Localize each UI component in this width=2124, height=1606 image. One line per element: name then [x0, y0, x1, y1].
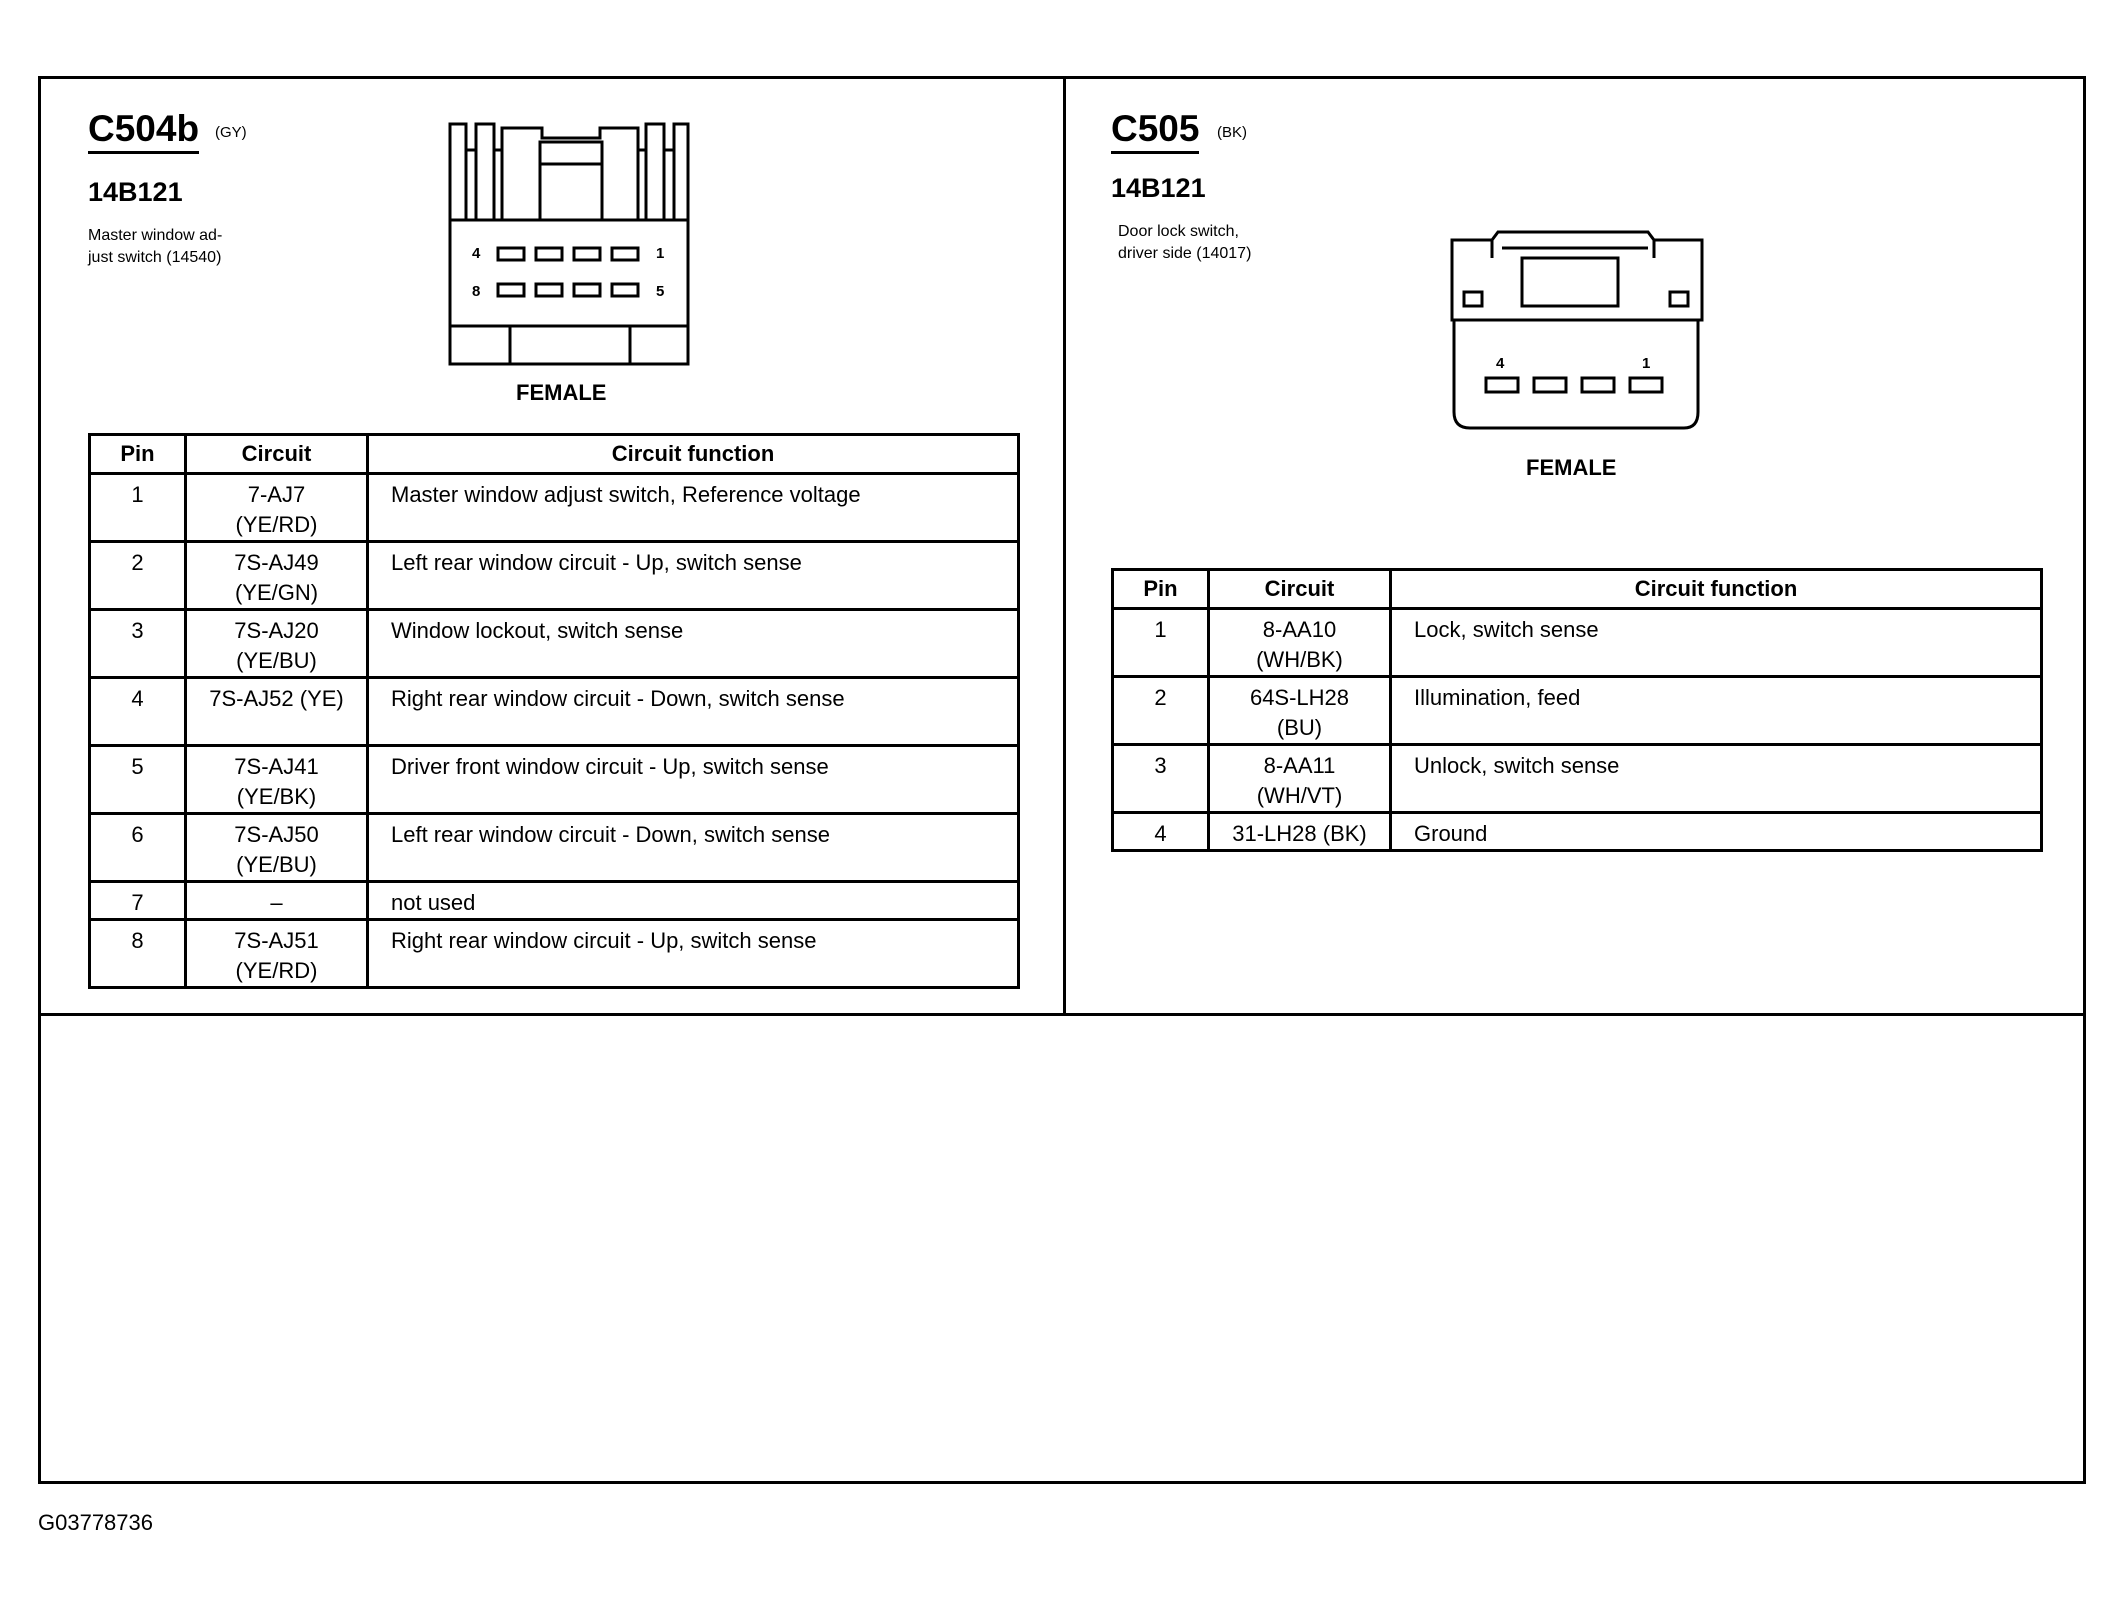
pin-label-4: 4	[1496, 355, 1505, 372]
connector-color: (GY)	[215, 124, 247, 141]
header-pin: Pin	[90, 435, 186, 474]
function-cell: Illumination, feed	[1391, 677, 2042, 745]
table-row	[1113, 677, 2042, 745]
panel-divider-horizontal	[38, 1013, 2086, 1016]
table-row	[1113, 813, 2042, 851]
table-row	[90, 542, 1019, 610]
table-header-row	[1113, 570, 2042, 609]
connector-description: Master window ad- just switch (14540)	[88, 227, 223, 266]
circuit-cell: 7S-AJ52 (YE)	[186, 678, 368, 746]
connector-gender: FEMALE	[1526, 455, 1617, 480]
circuit-cell: –	[186, 882, 368, 920]
table-row	[90, 610, 1019, 678]
table-row	[90, 678, 1019, 746]
function-cell: Driver front window circuit - Up, switch sense	[368, 746, 1019, 814]
header-circuit: Circuit	[1209, 570, 1391, 609]
table-row	[90, 746, 1019, 814]
function-cell: Right rear window circuit - Down, switch sense	[368, 678, 1019, 746]
pin-cell: 6	[90, 814, 186, 882]
circuit-cell: 8-AA11 (WH/VT)	[1209, 745, 1391, 813]
pin-cell: 2	[90, 542, 186, 610]
function-cell: Master window adjust switch, Reference voltage	[368, 474, 1019, 542]
function-cell: Unlock, switch sense	[1391, 745, 2042, 813]
header-circuit-function: Circuit function	[368, 435, 1019, 474]
pin-cell: 3	[1113, 745, 1209, 813]
connector-code: C505	[1111, 108, 1199, 154]
pin-cell: 8	[90, 920, 186, 988]
circuit-cell: 7S-AJ49 (YE/GN)	[186, 542, 368, 610]
circuit-cell: 7-AJ7 (YE/RD)	[186, 474, 368, 542]
part-number: 14B121	[88, 177, 183, 207]
pin-label-1: 1	[1642, 355, 1651, 372]
pin-cell: 1	[1113, 609, 1209, 677]
function-cell: not used	[368, 882, 1019, 920]
function-cell: Left rear window circuit - Up, switch sense	[368, 542, 1019, 610]
table-header-row	[90, 435, 1019, 474]
connector-c505-face-diagram	[1448, 228, 1708, 436]
circuit-cell: 7S-AJ50 (YE/BU)	[186, 814, 368, 882]
circuit-cell: 64S-LH28 (BU)	[1209, 677, 1391, 745]
connector-description: Door lock switch, driver side (14017)	[1118, 223, 1252, 262]
pin-cell: 1	[90, 474, 186, 542]
table-row	[90, 474, 1019, 542]
connector-c504b-face-diagram	[448, 118, 692, 366]
circuit-cell: 7S-AJ41 (YE/BK)	[186, 746, 368, 814]
function-cell: Window lockout, switch sense	[368, 610, 1019, 678]
pin-label-8: 8	[472, 283, 481, 300]
pin-cell: 4	[90, 678, 186, 746]
panel-divider-vertical	[1063, 76, 1066, 1016]
circuit-cell: 7S-AJ51 (YE/RD)	[186, 920, 368, 988]
pin-cell: 4	[1113, 813, 1209, 851]
pin-label-1: 1	[656, 245, 665, 262]
function-cell: Left rear window circuit - Down, switch sense	[368, 814, 1019, 882]
pin-label-4: 4	[472, 245, 481, 262]
connector-gender: FEMALE	[516, 380, 607, 405]
part-number: 14B121	[1111, 173, 1206, 203]
table-row	[1113, 609, 2042, 677]
circuit-cell: 7S-AJ20 (YE/BU)	[186, 610, 368, 678]
function-cell: Ground	[1391, 813, 2042, 851]
table-row	[1113, 745, 2042, 813]
connector-code: C504b	[88, 108, 199, 154]
pin-cell: 2	[1113, 677, 1209, 745]
pin-label-5: 5	[656, 283, 665, 300]
pin-table-c504b	[88, 433, 1020, 989]
header-pin: Pin	[1113, 570, 1209, 609]
function-cell: Lock, switch sense	[1391, 609, 2042, 677]
header-circuit-function: Circuit function	[1391, 570, 2042, 609]
table-row	[90, 920, 1019, 988]
circuit-cell: 8-AA10 (WH/BK)	[1209, 609, 1391, 677]
figure-id: G03778736	[38, 1510, 153, 1535]
circuit-cell: 31-LH28 (BK)	[1209, 813, 1391, 851]
pin-cell: 5	[90, 746, 186, 814]
pin-cell: 7	[90, 882, 186, 920]
function-cell: Right rear window circuit - Up, switch sense	[368, 920, 1019, 988]
header-circuit: Circuit	[186, 435, 368, 474]
connector-color: (BK)	[1217, 124, 1247, 141]
pin-cell: 3	[90, 610, 186, 678]
table-row	[90, 814, 1019, 882]
pin-table-c505	[1111, 568, 2043, 852]
table-row	[90, 882, 1019, 920]
